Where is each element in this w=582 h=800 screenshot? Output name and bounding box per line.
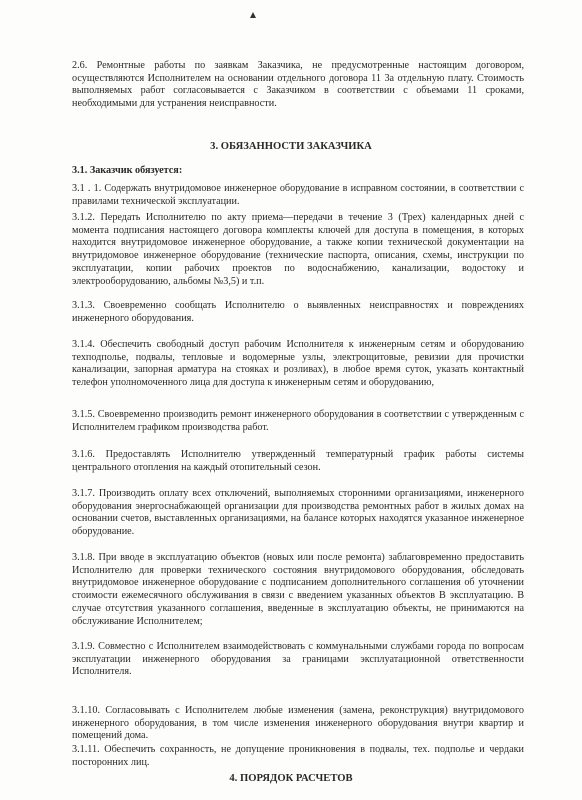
subsection-3-1-title: 3.1. Заказчик обязуется: [72, 165, 183, 176]
paragraph-3-1-8: 3.1.8. При вводе в эксплуатацию объектов (новых или после ремонта) заблаговременно предоставить Исполнителю для проверки технического состояния внутридомового оборудования, обследовать внутридомовое инженерное оборудование с подписанием дополнительного соглашения об уточнении стоимости ежемесячного обслуживания в связи с введением указанных объектов В эксплуатацию. В случае отсутствия указанного соглашения, введенные в эксплуатацию объекты, не принимаются на обслуживание Исполнителем; [72, 552, 524, 627]
paragraph-3-1-7: 3.1.7. Производить оплату всех отключений, выполняемых сторонними организациями, инженерного оборудования энергоснабжающей организации для производства ремонтных работ в жилых домах на основании счетов, выставленных организациями, на балансе которых находятся указанное инженерное оборудование. [72, 488, 524, 538]
section-3-title: 3. ОБЯЗАННОСТИ ЗАКАЗЧИКА [210, 141, 372, 152]
section-4-title: 4. ПОРЯДОК РАСЧЕТОВ [229, 773, 353, 784]
paragraph-3-1-2: 3.1.2. Передать Исполнителю по акту приема—передачи в течение 3 (Трех) календарных дней с момента подписания настоящего договора комплекты ключей для доступа в помещения, в которых находится внутридомовое инженерное оборудование, а также копии технической документации на внутридомовое инженерное оборудование (технические паспорта, описания, схемы, инструкции по эксплуатации, копии рабочих проектов по водоснабжению, канализации, водостоку и электрооборудованию, альбомы №3,5) и т.п. [72, 212, 524, 287]
paragraph-3-1-1: 3.1 . 1. Содержать внутридомовое инженерное оборудование в исправном состоянии, в соответствии с правилами технической эксплуатации. [72, 183, 524, 207]
paragraph-3-1-9: 3.1.9. Совместно с Исполнителем взаимодействовать с коммунальными службами города по вопросам эксплуатации инженерного оборудования за границами эксплуатационной ответственности Исполнителя. [72, 641, 524, 678]
paragraph-3-1-10: 3.1.10. Согласовывать с Исполнителем любые изменения (замена, реконструкция) внутридомового инженерного оборудования, в том числе изменения инженерного оборудования внутри квартир и помещений дома. [72, 705, 524, 742]
scan-mark-icon [250, 12, 256, 18]
paragraph-3-1-4: 3.1.4. Обеспечить свободный доступ рабочим Исполнителя к инженерным сетям и оборудованию техподполье, подвалы, тепловые и водомерные узлы, электрощитовые, ревизии для прочистки канализации, запорная арматура на стояках и розливах), в любое время суток, указать контактный телефон уполномоченного лица для доступа к инженерным сетям и оборудованию, [72, 339, 524, 389]
paragraph-2-6: 2.6. Ремонтные работы по заявкам Заказчика, не предусмотренные настоящим договором, осуществляются Исполнителем на основании отдельного договора 11 3а отдельную плату. Стоимость выполняемых работ согласовывается с Заказчиком в соответствии с объемами 11 сроками, необходимыми для устранения неисправности. [72, 60, 524, 110]
paragraph-3-1-6: 3.1.6. Предоставлять Исполнителю утвержденный температурный график работы системы центрального отопления на каждый отопительный сезон. [72, 449, 524, 473]
paragraph-3-1-5: 3.1.5. Своевременно производить ремонт инженерного оборудования в соответствии с утвержденным с Исполнителем графиком производства работ. [72, 409, 524, 433]
paragraph-3-1-3: 3.1.3. Своевременно сообщать Исполнителю о выявленных неисправностях и повреждениях инженерного оборудования. [72, 300, 524, 324]
paragraph-3-1-11: 3.1.11. Обеспечить сохранность, не допущение проникновения в подвалы, тех. подполье и чердаки посторонних лиц. [72, 744, 524, 768]
